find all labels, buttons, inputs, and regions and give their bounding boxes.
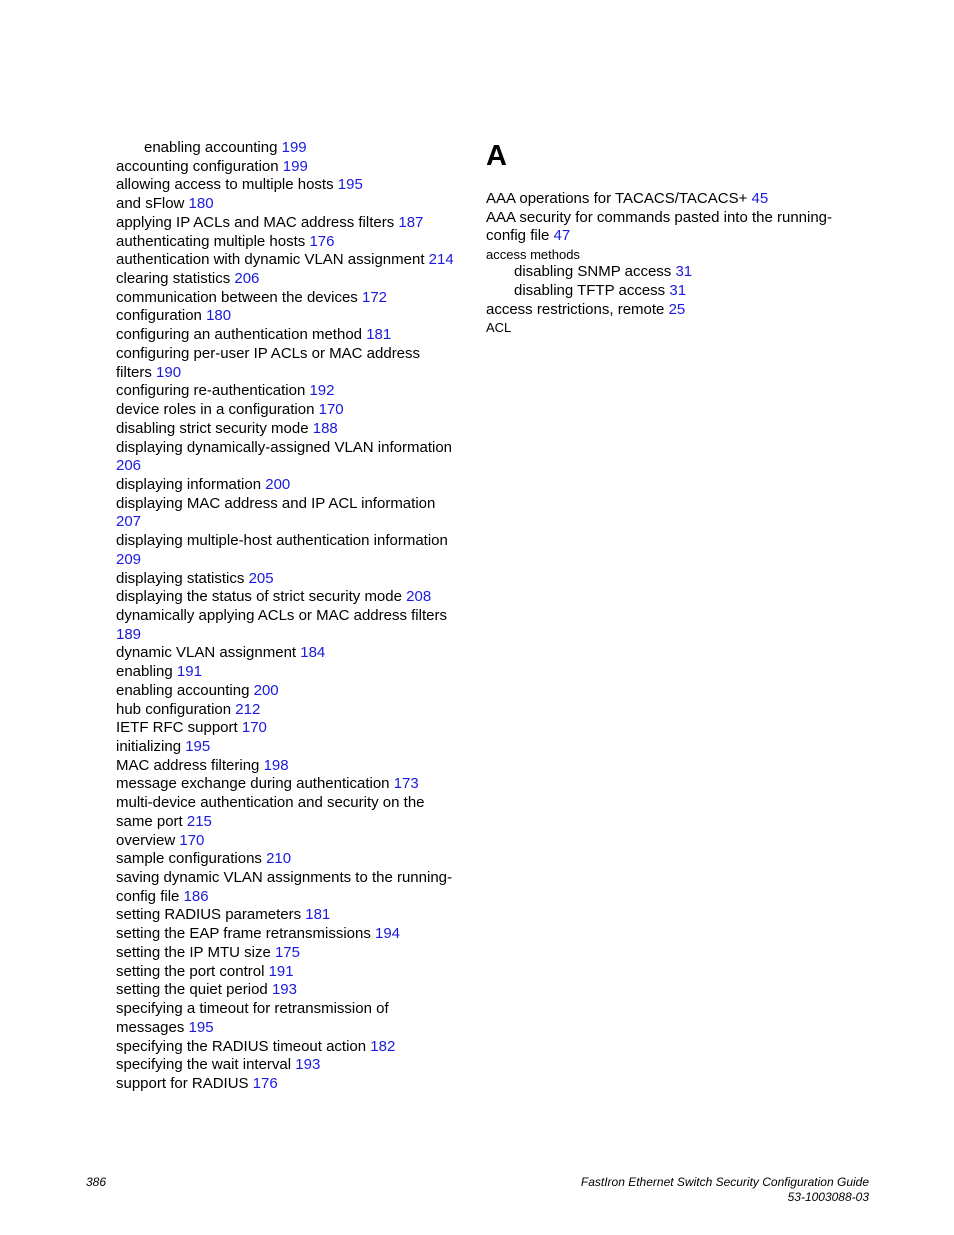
entry-term: dynamically applying ACLs or MAC address filters — [116, 606, 447, 624]
index-entry — [116, 944, 476, 963]
entry-term: allowing access to multiple hosts — [116, 176, 338, 194]
page-link[interactable]: 25 — [668, 300, 686, 318]
entry-term: hub configuration — [116, 700, 236, 718]
page-link[interactable]: 31 — [675, 263, 693, 281]
entry-term: setting RADIUS parameters — [116, 906, 306, 924]
entry-term: disabling SNMP access — [514, 263, 676, 281]
index-entry — [116, 1038, 476, 1057]
entry-term: enabling accounting — [116, 681, 254, 699]
page-link[interactable]: 186 — [183, 887, 209, 905]
index-entry — [486, 319, 866, 336]
page-link[interactable]: 208 — [406, 588, 432, 606]
entry-term: AAA security for commands pasted into the running- config file — [486, 208, 833, 245]
index-entry — [116, 176, 476, 195]
entry-term: setting the quiet period — [116, 981, 272, 999]
entry-term: displaying information — [116, 475, 266, 493]
page-link[interactable]: 190 — [156, 363, 182, 381]
index-entry — [116, 307, 476, 326]
index-entry — [486, 282, 866, 301]
page-link[interactable]: 209 — [116, 550, 142, 568]
index-entry — [116, 420, 476, 439]
footer-page-number: 386 — [86, 1175, 107, 1189]
index-entry — [116, 701, 476, 720]
footer-guide-title: FastIron Ethernet Switch Security Configuration Guide — [580, 1175, 869, 1189]
index-entry — [116, 738, 476, 757]
entry-term: overview — [116, 831, 180, 849]
entry-term: AAA operations for TACACS/TACACS+ — [486, 190, 752, 207]
page-link[interactable]: 172 — [361, 288, 388, 306]
index-entry — [116, 644, 476, 663]
page-link[interactable]: 189 — [116, 625, 142, 643]
index-entry — [116, 607, 476, 644]
page-link[interactable]: 195 — [185, 738, 211, 755]
entry-term: specifying the RADIUS timeout action — [116, 1037, 371, 1055]
index-entry — [116, 775, 476, 794]
index-entry — [486, 301, 866, 320]
index-entry — [116, 439, 476, 476]
index-entry — [116, 682, 476, 701]
entry-term: access methods — [486, 247, 580, 263]
index-entry — [116, 326, 476, 345]
page-link[interactable]: 184 — [300, 644, 326, 662]
entry-term: disabling strict security mode — [116, 419, 313, 437]
index-column-left — [116, 139, 476, 1094]
entry-term: access restrictions, remote — [486, 300, 669, 318]
index-entry — [116, 251, 476, 270]
entry-term: authentication with dynamic VLAN assignment — [116, 251, 429, 269]
index-entry — [116, 663, 476, 682]
page-link[interactable]: 187 — [398, 213, 424, 231]
footer-doc-number: 53-1003088-03 — [787, 1190, 869, 1204]
entry-term: saving dynamic VLAN assignments to the running- config file — [116, 869, 453, 905]
page-link[interactable]: 180 — [188, 195, 214, 213]
entry-term: clearing statistics — [116, 270, 235, 288]
page-link[interactable]: 205 — [248, 569, 274, 587]
index-entry — [116, 906, 476, 925]
page-link[interactable]: 200 — [253, 681, 279, 699]
index-entry — [116, 869, 476, 906]
index-entry — [116, 233, 476, 252]
entry-term: configuring re-authentication — [116, 382, 310, 400]
page-link[interactable]: 176 — [309, 232, 335, 250]
index-entry — [116, 495, 476, 532]
footer-info — [581, 1175, 869, 1205]
page-link[interactable]: 200 — [265, 475, 291, 493]
entry-term: multi-device authentication and security on the same port — [116, 794, 425, 830]
entry-term: configuring per-user IP ACLs or MAC address filters — [116, 344, 421, 381]
index-entry — [486, 190, 866, 209]
index-entry — [116, 382, 476, 401]
entry-term: ACL — [486, 320, 512, 336]
entry-term: enabling accounting — [144, 139, 282, 156]
page-link[interactable]: 176 — [252, 1074, 278, 1092]
index-entry — [116, 289, 476, 308]
entry-term: specifying the wait interval — [116, 1056, 296, 1074]
page-link[interactable]: 188 — [312, 419, 338, 437]
index-entry — [116, 476, 476, 495]
entry-term: enabling — [116, 663, 177, 681]
entry-term: specifying a timeout for retransmission of messages — [116, 1000, 389, 1036]
page-link[interactable]: 195 — [188, 1018, 214, 1036]
entry-term: displaying MAC address and IP ACL information — [116, 494, 436, 512]
index-entry — [116, 794, 476, 831]
page-link[interactable]: 191 — [176, 663, 202, 681]
page-link[interactable]: 173 — [393, 775, 419, 793]
entry-term: initializing — [116, 738, 186, 755]
index-entry — [486, 209, 866, 246]
index-entry — [116, 195, 476, 214]
page-link[interactable]: 199 — [282, 157, 308, 175]
right-entry-list — [486, 190, 866, 336]
index-entry — [116, 270, 476, 289]
entry-term: message exchange during authentication — [116, 775, 394, 793]
page-link[interactable]: 198 — [263, 756, 289, 774]
entry-term: displaying dynamically-assigned VLAN information — [116, 438, 452, 456]
index-entry — [116, 719, 476, 738]
page-link[interactable]: 170 — [241, 719, 267, 737]
page-link[interactable]: 47 — [553, 227, 571, 245]
index-entry — [116, 401, 476, 420]
entry-term: applying IP ACLs and MAC address filters — [116, 213, 399, 231]
page-link[interactable]: 182 — [370, 1037, 396, 1055]
page-link[interactable]: 206 — [116, 457, 142, 475]
index-entry — [116, 570, 476, 589]
entry-term: configuration — [116, 307, 207, 325]
index-entry — [116, 1075, 476, 1094]
page-link[interactable]: 181 — [366, 326, 392, 344]
index-entry — [486, 263, 866, 282]
entry-term: displaying the status of strict security mode — [116, 588, 407, 606]
index-entry — [116, 963, 476, 982]
page-link[interactable]: 170 — [179, 831, 205, 849]
page-link[interactable]: 215 — [186, 812, 212, 830]
index-column-right — [486, 139, 866, 336]
index-entry — [116, 345, 476, 382]
entry-term: disabling TFTP access — [514, 281, 670, 299]
entry-term: device roles in a configuration — [116, 401, 319, 419]
page-link[interactable]: 180 — [206, 307, 232, 325]
index-entry — [116, 139, 476, 158]
index-entry — [116, 850, 476, 869]
page-link[interactable]: 181 — [305, 906, 331, 924]
entry-term: configuring an authentication method — [116, 326, 367, 344]
entry-term: displaying multiple-host authentication information — [116, 532, 448, 550]
entry-term: IETF RFC support — [116, 719, 242, 737]
page-link[interactable]: 170 — [318, 401, 344, 419]
index-entry — [116, 1000, 476, 1037]
index-entry — [116, 532, 476, 569]
entry-term: MAC address filtering — [116, 756, 264, 774]
page-link[interactable]: 199 — [281, 139, 307, 156]
index-entry — [116, 588, 476, 607]
page-link[interactable]: 214 — [428, 251, 454, 269]
page-link[interactable]: 191 — [268, 962, 294, 980]
page-link[interactable]: 207 — [116, 513, 142, 531]
index-entry — [116, 981, 476, 1000]
index-entry — [486, 246, 866, 263]
page-link[interactable]: 193 — [271, 981, 297, 999]
index-entry — [116, 832, 476, 851]
page-link[interactable]: 194 — [375, 925, 401, 943]
page-link[interactable]: 31 — [669, 281, 687, 299]
page-link[interactable]: 195 — [337, 176, 363, 194]
entry-term: displaying statistics — [116, 569, 249, 587]
entry-term: sample configurations — [116, 850, 267, 868]
page-link[interactable]: 212 — [235, 700, 261, 718]
entry-term: communication between the devices — [116, 288, 362, 306]
index-entry — [116, 214, 476, 233]
entry-term: dynamic VLAN assignment — [116, 644, 301, 662]
page-link[interactable]: 210 — [266, 850, 292, 868]
entry-term: setting the port control — [116, 962, 269, 980]
section-letter: A — [486, 140, 507, 172]
entry-term: support for RADIUS — [116, 1074, 253, 1092]
entry-term: setting the EAP frame retransmissions — [116, 925, 375, 943]
entry-term: setting the IP MTU size — [116, 943, 275, 961]
index-entry — [116, 158, 476, 177]
page-link[interactable]: 45 — [751, 190, 769, 207]
index-entry — [116, 1056, 476, 1075]
page-link[interactable]: 192 — [309, 382, 335, 400]
entry-term: and sFlow — [116, 195, 189, 213]
index-entry — [116, 757, 476, 776]
index-entry — [116, 925, 476, 944]
page-link[interactable]: 206 — [234, 270, 260, 288]
page-link[interactable]: 175 — [274, 943, 300, 961]
entry-term: authenticating multiple hosts — [116, 232, 310, 250]
entry-term: accounting configuration — [116, 157, 283, 175]
page-link[interactable]: 193 — [295, 1056, 321, 1074]
